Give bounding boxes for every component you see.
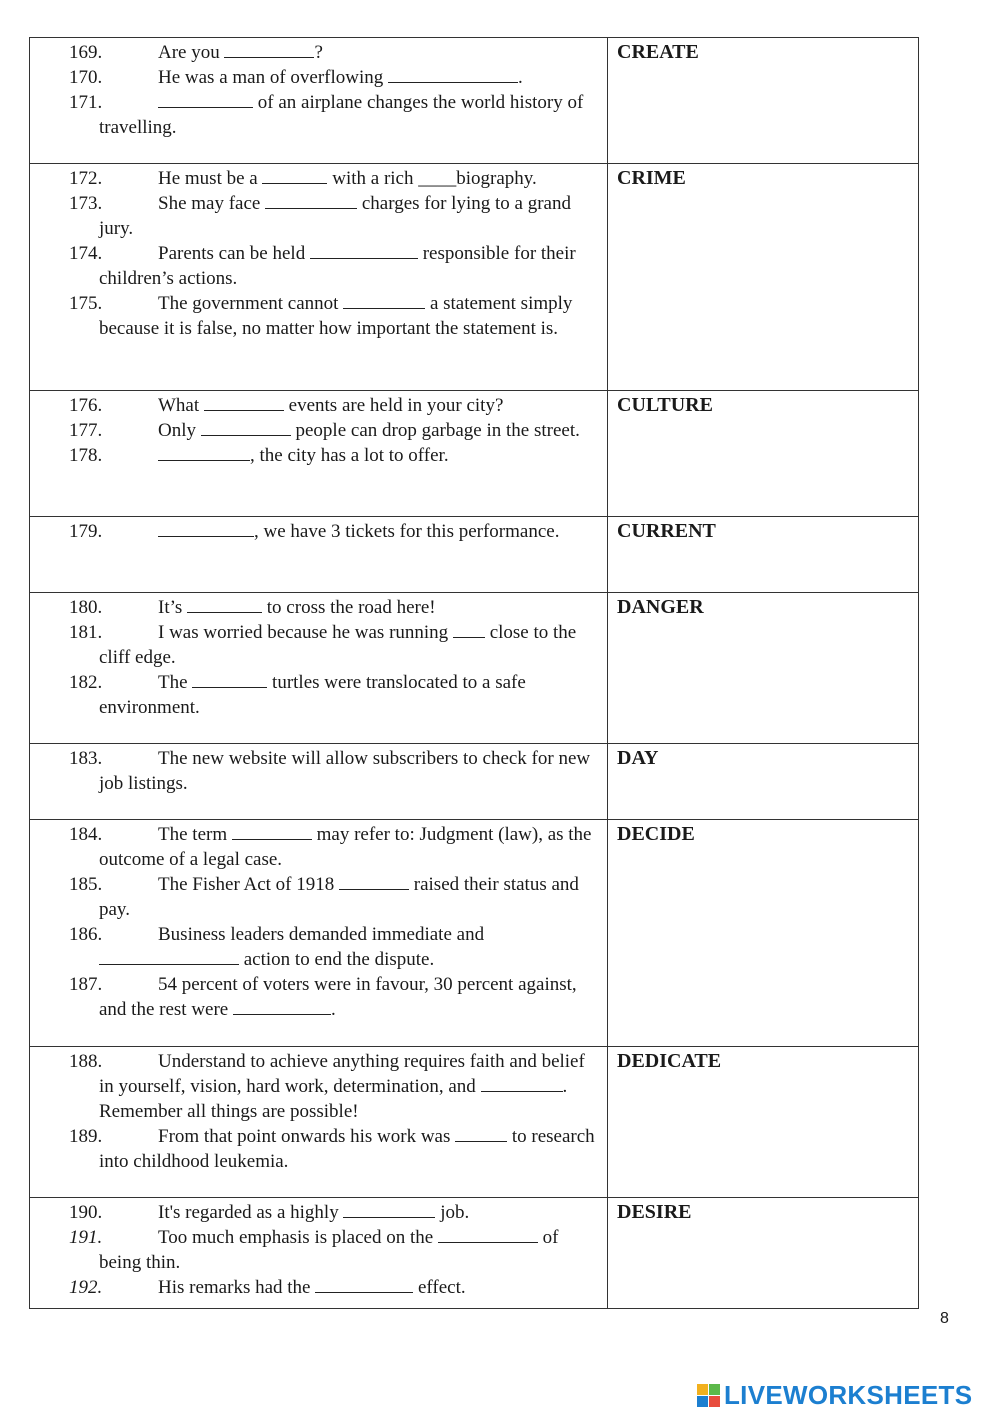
question-number: 192. [69,1277,103,1298]
answer-blank[interactable] [224,40,314,58]
question-item [30,620,597,670]
question-text: From that point onwards his work was [158,1126,451,1147]
answer-blank[interactable] [201,418,291,436]
question-text-after: charges for lying to a grand jury. [99,193,571,239]
answer-blank[interactable] [204,393,284,411]
question-number: 177. [69,420,103,441]
worksheet-row [30,1198,919,1309]
questions-cell [30,38,608,164]
logo-square-icon [697,1396,708,1407]
question-text: Parents can be held [158,243,306,264]
question-text-after: turtles were translocated to a safe environment. [99,672,526,718]
answer-blank[interactable] [265,191,357,209]
question-number: 170. [69,67,103,88]
question-text: He must be a [158,168,258,189]
word-cell [608,744,919,820]
answer-blank[interactable] [453,620,485,638]
question-text: The term [158,824,228,845]
questions-cell [30,820,608,1047]
logo-square-icon [709,1396,720,1407]
base-word: DESIRE [617,1201,692,1223]
worksheet-row [30,593,919,744]
question-text: The new website will allow subscribers to check for new job listings. [99,748,591,794]
answer-blank[interactable] [187,595,262,613]
liveworksheets-logo-icon [697,1384,720,1407]
question-text: She may face [158,193,261,214]
answer-blank[interactable] [233,997,331,1015]
answer-blank[interactable] [232,822,312,840]
question-item [30,393,597,418]
question-number: 185. [69,874,103,895]
question-text: He was a man of overflowing [158,67,384,88]
question-text: It's regarded as a highly [158,1202,339,1223]
question-item [30,972,597,1022]
questions-cell [30,593,608,744]
word-cell [608,164,919,391]
question-text-after: may refer to: Judgment (law), as the outcome of a legal case. [99,824,592,870]
question-text: The Fisher Act of 1918 [158,874,335,895]
answer-blank[interactable] [310,241,418,259]
answer-blank[interactable] [99,947,239,965]
question-number: 171. [69,92,103,113]
question-number: 188. [69,1051,103,1072]
base-word: DEDICATE [617,1050,722,1072]
base-word: CREATE [617,41,699,63]
questions-cell [30,391,608,517]
worksheet-row [30,38,919,164]
question-number: 173. [69,193,103,214]
base-word: DAY [617,747,659,769]
logo-square-icon [709,1384,720,1395]
worksheet-row [30,1047,919,1198]
word-cell [608,593,919,744]
question-number: 178. [69,445,103,466]
question-number: 179. [69,521,103,542]
word-cell [608,517,919,593]
question-number: 174. [69,243,103,264]
question-item [30,40,597,65]
question-text: Understand to achieve anything requires faith and belief in yourself, vision, hard work, determination, and [99,1051,585,1097]
question-text-after: events are held in your city? [288,395,504,416]
question-text: The government cannot [158,293,339,314]
worksheet-table [29,37,919,1309]
answer-blank[interactable] [455,1124,507,1142]
question-text-after: responsible for their children’s actions. [99,243,576,289]
base-word: CURRENT [617,520,716,542]
question-text-after: a statement simply because it is false, no matter how important the statement is. [99,293,573,339]
worksheet-body [30,38,919,1309]
question-number: 187. [69,974,103,995]
question-item [30,1124,597,1174]
question-item [30,241,597,291]
question-item [30,1275,597,1300]
worksheet-row [30,517,919,593]
questions-cell [30,1047,608,1198]
base-word: CRIME [617,167,686,189]
answer-blank[interactable] [262,166,327,184]
question-number: 180. [69,597,103,618]
question-item [30,191,597,241]
questions-cell [30,164,608,391]
question-text: The [158,672,188,693]
question-item [30,922,597,972]
question-number: 182. [69,672,103,693]
question-item [30,822,597,872]
base-word: CULTURE [617,394,713,416]
question-text-after: , we have 3 tickets for this performance. [254,521,560,542]
question-text: Business leaders demanded immediate and [158,924,485,945]
worksheet-row [30,391,919,517]
question-text-after: of being thin. [99,1227,559,1273]
question-number: 183. [69,748,103,769]
question-number: 186. [69,924,103,945]
question-number: 189. [69,1126,103,1147]
worksheet-row [30,164,919,391]
question-item [30,443,597,468]
worksheet-row [30,744,919,820]
base-word: DANGER [617,596,704,618]
answer-blank[interactable] [315,1275,413,1293]
question-item [30,1200,597,1225]
question-item [30,418,597,443]
answer-blank[interactable] [339,872,409,890]
questions-cell [30,517,608,593]
questions-cell [30,744,608,820]
question-text-after: , the city has a lot to offer. [250,445,449,466]
page-number: 8 [940,1310,949,1327]
question-item [30,872,597,922]
answer-blank[interactable] [343,1200,435,1218]
brand-name: LIVEWORKSHEETS [724,1379,973,1410]
question-item [30,1225,597,1275]
question-item [30,1049,597,1124]
base-word: DECIDE [617,823,695,845]
answer-blank[interactable] [158,519,254,537]
liveworksheets-brand[interactable] [697,1379,972,1411]
question-text: I was worried because he was running [158,622,449,643]
answer-blank[interactable] [343,291,425,309]
answer-blank[interactable] [158,90,253,108]
question-number: 175. [69,293,103,314]
answer-blank[interactable] [438,1225,538,1243]
question-text: His remarks had the [158,1277,311,1298]
worksheet-row [30,820,919,1047]
question-text-after: effect. [417,1277,466,1298]
question-item [30,166,597,191]
question-item [30,746,597,796]
question-number: 169. [69,42,103,63]
question-number: 184. [69,824,103,845]
word-cell [608,391,919,517]
question-number: 181. [69,622,103,643]
logo-square-icon [697,1384,708,1395]
word-cell [608,820,919,1047]
question-number: 190. [69,1202,103,1223]
questions-cell [30,1198,608,1309]
answer-blank[interactable] [158,443,250,461]
question-text: Only [158,420,196,441]
question-text: Are you [158,42,220,63]
question-text-after: with a rich ____biography. [332,168,537,189]
question-text: 54 percent of voters were in favour, 30 percent against, and the rest were [99,974,577,1020]
answer-blank[interactable] [192,670,267,688]
question-item [30,519,597,544]
question-number: 191. [69,1227,103,1248]
word-cell [608,1047,919,1198]
question-item [30,291,597,341]
question-text-after: . Remember all things are possible! [99,1076,568,1122]
question-item [30,90,597,140]
question-text: Too much emphasis is placed on the [158,1227,434,1248]
question-text-after: ? [314,42,323,63]
question-text-after: job. [440,1202,470,1223]
question-text-after: action to end the dispute. [243,949,435,970]
question-text-after: people can drop garbage in the street. [295,420,580,441]
word-cell [608,38,919,164]
question-text-after: of an airplane changes the world history of travelling. [99,92,584,138]
question-item [30,595,597,620]
question-item [30,670,597,720]
question-text-after: to cross the road here! [266,597,436,618]
question-text-after: . [331,999,336,1020]
question-text: It’s [158,597,183,618]
question-number: 172. [69,168,103,189]
question-text-after: raised their status and pay. [99,874,579,920]
answer-blank[interactable] [388,65,518,83]
word-cell [608,1198,919,1309]
question-text: What [158,395,200,416]
question-number: 176. [69,395,103,416]
question-text-after: to research into childhood leukemia. [99,1126,595,1172]
question-text-after: close to the cliff edge. [99,622,577,668]
question-item [30,65,597,90]
question-text-after: . [518,67,523,88]
answer-blank[interactable] [481,1074,563,1092]
